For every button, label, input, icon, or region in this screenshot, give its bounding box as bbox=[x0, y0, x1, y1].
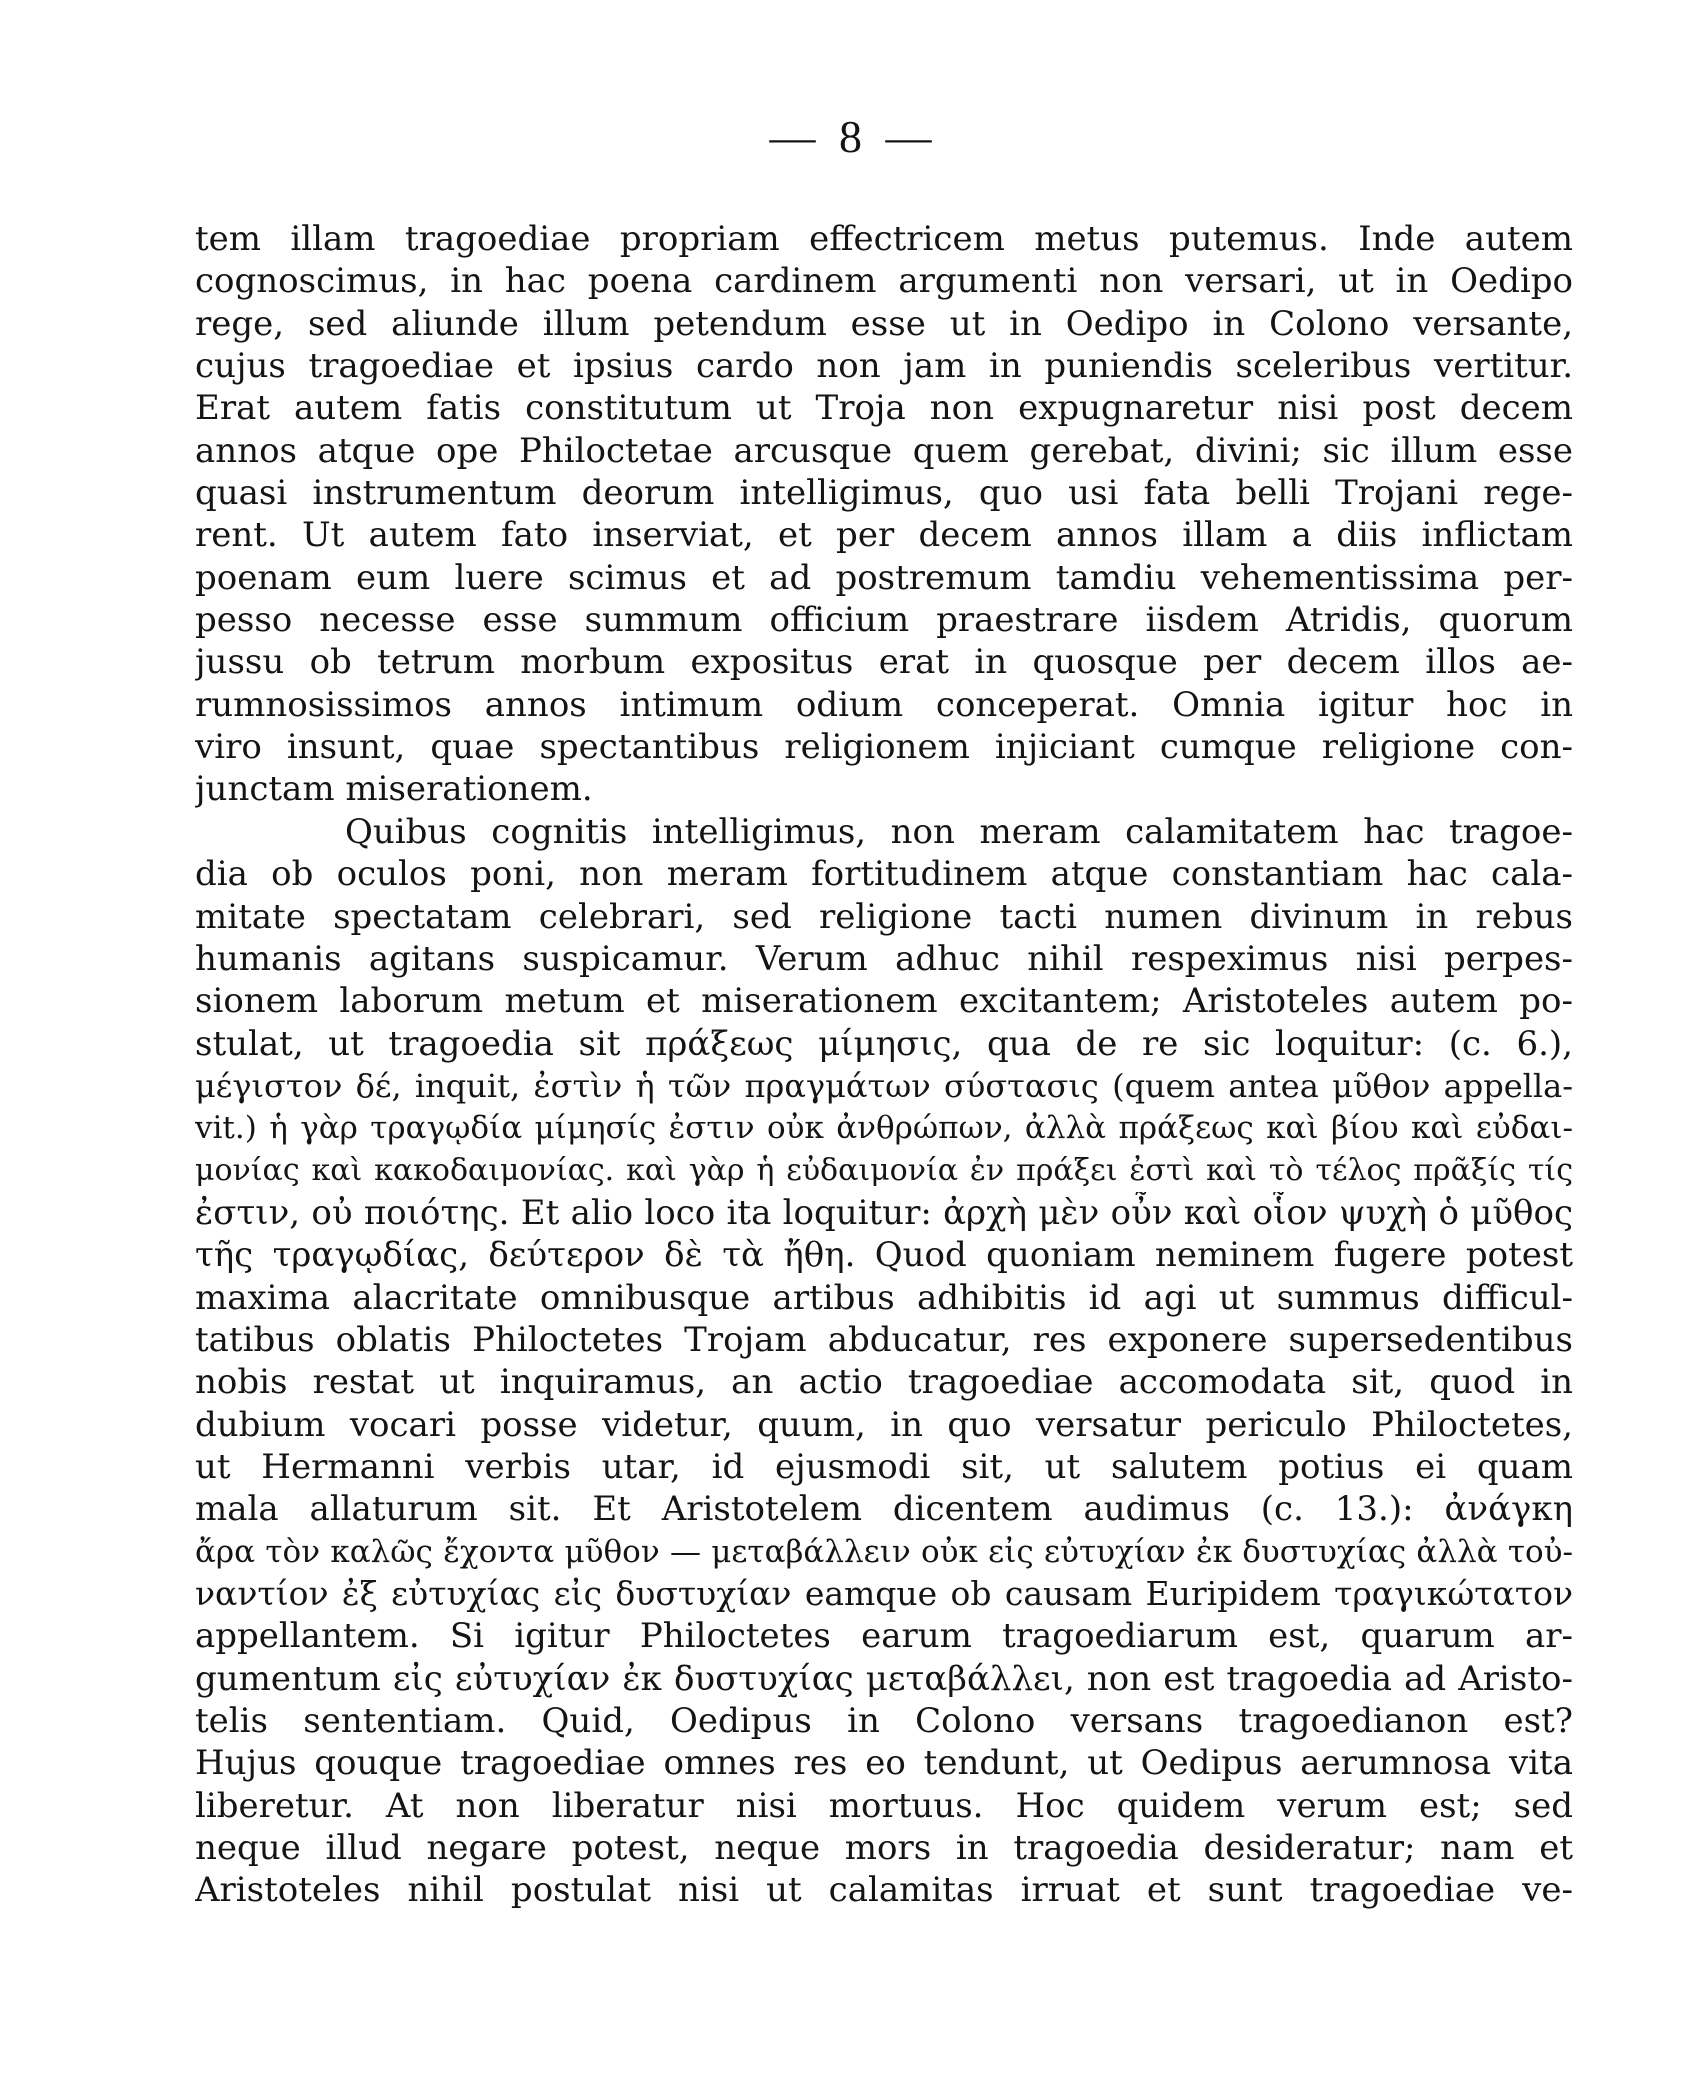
text-line: tem illam tragoediae propriam effectricem metus putemus. Inde autem bbox=[195, 219, 1573, 259]
text-line: humanis agitans suspicamur. Verum adhuc nihil respeximus nisi perpes- bbox=[195, 938, 1573, 979]
text-line: rent. Ut autem fato inserviat, et per decem annos illam a diis inflictam bbox=[195, 515, 1573, 556]
text-line: sionem laborum metum et miserationem excitantem; Aristoteles autem po- bbox=[195, 981, 1573, 1022]
text-line: rumnosissimos annos intimum odium conceperat. Omnia igitur hoc in bbox=[195, 684, 1573, 725]
text-line: mitate spectatam celebrari, sed religione tacti numen divinum in rebus bbox=[195, 896, 1573, 937]
text-line: tatibus oblatis Philoctetes Trojam abducatur, res exponere supersedentibus bbox=[195, 1319, 1573, 1360]
text-line: mala allaturum sit. Et Aristotelem dicentem audimus (c. 13.): ἀνάγκη bbox=[195, 1489, 1573, 1530]
body-text bbox=[195, 218, 1573, 1912]
text-line: pesso necesse esse summum officium praestrare iisdem Atridis, quorum bbox=[195, 600, 1573, 641]
text-line: dubium vocari posse videtur, quum, in quo versatur periculo Philoctetes, bbox=[195, 1404, 1573, 1445]
text-line: dia ob oculos poni, non meram fortitudinem atque constantiam hac cala- bbox=[195, 854, 1573, 895]
page-number: — 8 — bbox=[769, 111, 938, 162]
text-line: telis sententiam. Quid, Oedipus in Colono versans tragoedianon est? bbox=[195, 1701, 1573, 1742]
text-line: liberetur. At non liberatur nisi mortuus. Hoc quidem verum est; sed bbox=[195, 1785, 1573, 1826]
text-line: jussu ob tetrum morbum expositus erat in quosque per decem illos ae- bbox=[195, 642, 1573, 683]
text-line: annos atque ope Philoctetae arcusque quem gerebat, divini; sic illum esse bbox=[195, 430, 1573, 471]
text-line: cognoscimus, in hac poena cardinem argumenti non versari, ut in Oedipo bbox=[195, 261, 1573, 302]
text-line: Hujus qouque tragoediae omnes res eo tendunt, ut Oedipus aerumnosa vita bbox=[195, 1743, 1573, 1784]
text-line: stulat, ut tragoedia sit πράξεως μίμησις, qua de re sic loquitur: (c. 6.), bbox=[195, 1023, 1573, 1064]
text-line: poenam eum luere scimus et ad postremum tamdiu vehementissima per- bbox=[195, 557, 1573, 598]
text-line: ἄρα τὸν καλῶς ἔχοντα μῦθον — μεταβάλλειν οὐκ εἰς εὐτυχίαν ἐκ δυστυχίας ἀλλὰ τοὐ- bbox=[195, 1533, 1573, 1570]
text-line: vit.) ἡ γὰρ τραγῳδία μίμησίς ἐστιν οὐκ ἀνθρώπων, ἀλλὰ πράξεως καὶ βίου καὶ εὐδαι- bbox=[195, 1110, 1573, 1147]
text-line: appellantem. Si igitur Philoctetes earum tragoediarum est, quarum ar- bbox=[195, 1616, 1573, 1657]
text-line: Aristoteles nihil postulat nisi ut calamitas irruat et sunt tragoediae ve- bbox=[195, 1870, 1573, 1911]
text-line: Quibus cognitis intelligimus, non meram calamitatem hac tragoe- bbox=[345, 811, 1573, 852]
text-line: ut Hermanni verbis utar, id ejusmodi sit, ut salutem potius ei quam bbox=[195, 1446, 1573, 1487]
text-line: junctam miserationem. bbox=[195, 769, 593, 810]
text-line: τῆς τραγῳδίας, δεύτερον δὲ τὰ ἤθη. Quod quoniam neminem fugere potest bbox=[195, 1235, 1573, 1276]
text-line: viro insunt, quae spectantibus religionem injiciant cumque religione con- bbox=[195, 727, 1573, 768]
text-line: neque illud negare potest, neque mors in tragoedia desideratur; nam et bbox=[195, 1828, 1573, 1869]
text-line: gumentum εἰς εὐτυχίαν ἐκ δυστυχίας μεταβάλλει, non est tragoedia ad Aristo- bbox=[195, 1658, 1573, 1699]
text-line: ναντίον ἐξ εὐτυχίας εἰς δυστυχίαν eamque ob causam Euripidem τραγικώτατον bbox=[195, 1574, 1573, 1613]
text-line: Erat autem fatis constitutum ut Troja non expugnaretur nisi post decem bbox=[195, 388, 1573, 429]
text-line: ἐστιν, οὐ ποιότης. Et alio loco ita loquitur: ἀρχὴ μὲν οὖν καὶ οἷον ψυχὴ ὁ μῦθος bbox=[195, 1192, 1573, 1233]
text-line: μέγιστον δέ, inquit, ἐστὶν ἡ τῶν πραγμάτων σύστασις (quem antea μῦθον appella- bbox=[195, 1066, 1573, 1105]
text-line: rege, sed aliunde illum petendum esse ut in Oedipo in Colono versante, bbox=[195, 303, 1573, 344]
text-line: nobis restat ut inquiramus, an actio tragoediae accomodata sit, quod in bbox=[195, 1362, 1573, 1403]
text-line: quasi instrumentum deorum intelligimus, quo usi fata belli Trojani rege- bbox=[195, 473, 1573, 514]
text-line: cujus tragoediae et ipsius cardo non jam in puniendis sceleribus vertitur. bbox=[195, 346, 1573, 387]
text-line: μονίας καὶ κακοδαιμονίας. καὶ γὰρ ἡ εὐδαιμονία ἐν πράξει ἐστὶ καὶ τὸ τέλος πρᾶξίς τίς bbox=[195, 1152, 1573, 1188]
text-line: maxima alacritate omnibusque artibus adhibitis id agi ut summus difficul- bbox=[195, 1277, 1573, 1318]
